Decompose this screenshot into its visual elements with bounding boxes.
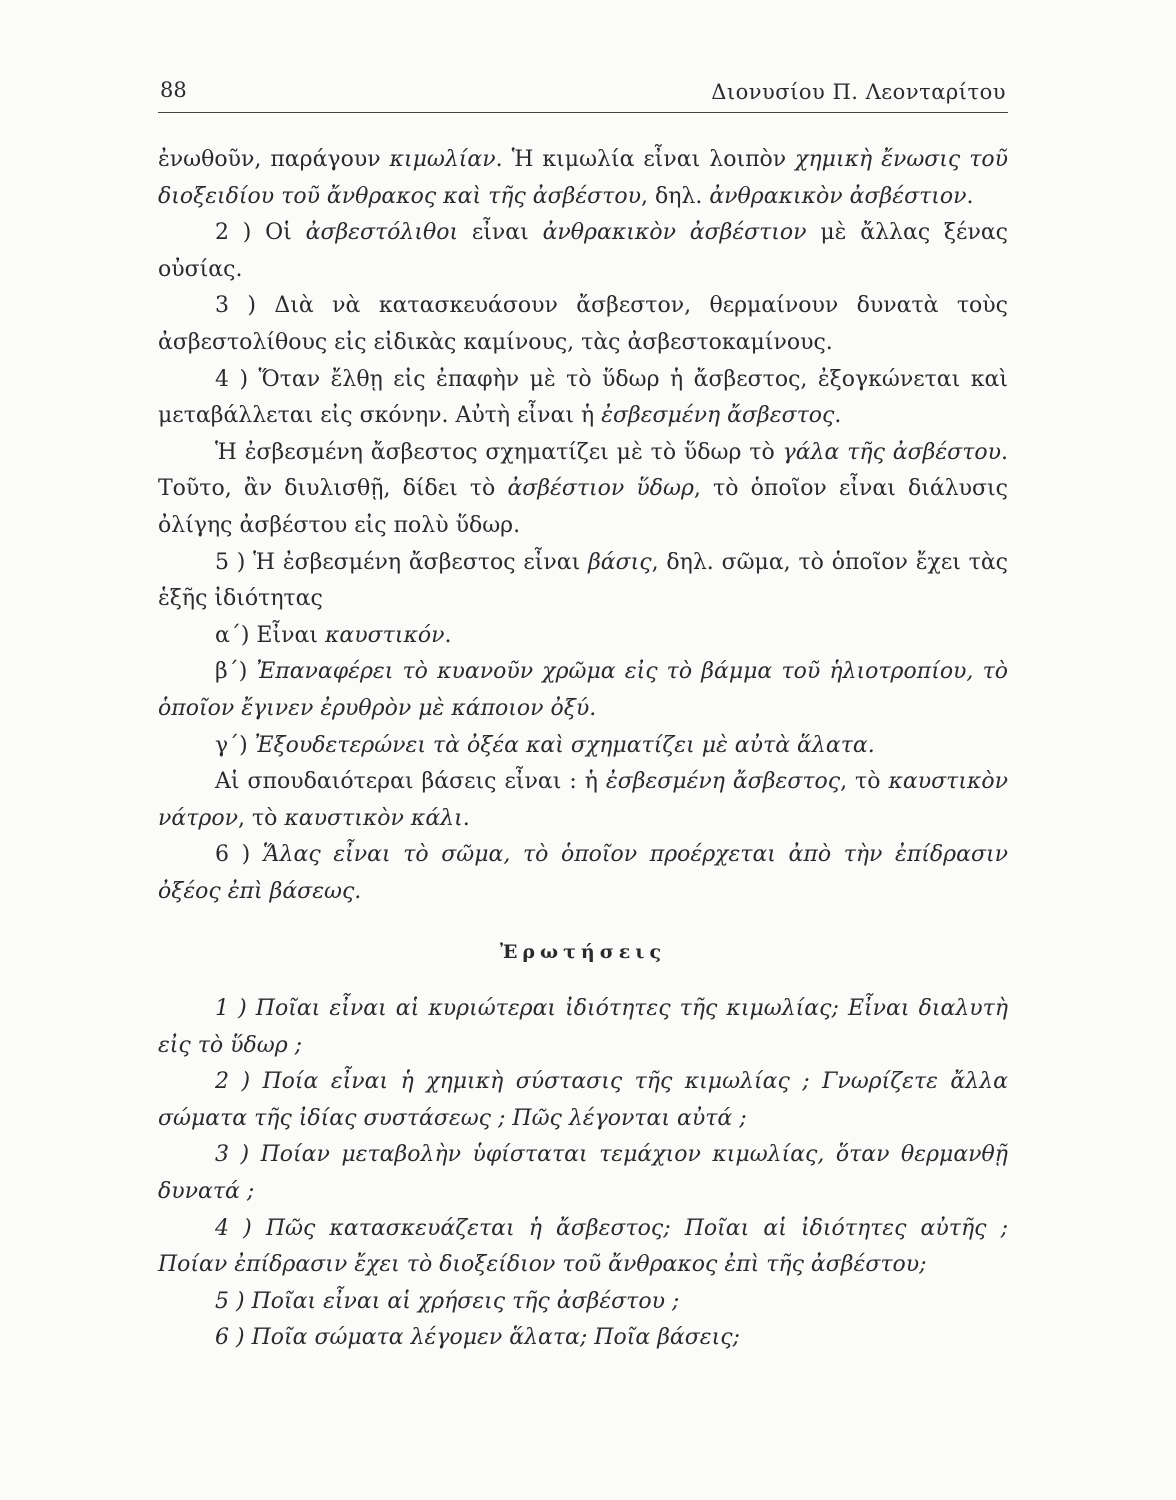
paragraph-9 xyxy=(158,728,1008,765)
text-run: . Τοῦτο, ἂν διυλισθῇ, δίδει τὸ xyxy=(158,439,1008,502)
paragraph-11 xyxy=(158,837,1008,910)
italic-run: ἀνθρακικὸν ἀσβέστιον xyxy=(542,220,807,246)
text-run: 4 ) Ὅταν ἔλθῃ εἰς ἐπαφὴν μὲ τὸ ὕδωρ ἡ ἄσβεστος, ἐξογκώνεται καὶ μεταβάλλεται εἰς σκόνην. Αὐτὴ εἶναι ἡ xyxy=(158,366,1008,429)
text-run: , δηλ. σῶμα, τὸ ὁποῖον ἔχει τὰς ἑξῆς ἰδιότητας xyxy=(158,549,1008,612)
page-body xyxy=(158,142,1008,1357)
text-run: , τὸ ὁποῖον εἶναι διάλυσις ὀλίγης ἀσβέστου εἰς πολὺ ὕδωρ. xyxy=(158,476,1008,538)
italic-run: Ἅλας εἶναι τὸ σῶμα, τὸ ὁποῖον προέρχεται ἀπὸ τὴν ἐπίδρασιν ὀξέος ἐπὶ βάσεως. xyxy=(158,842,1008,904)
questions-list xyxy=(158,991,1008,1357)
text-run: β΄) xyxy=(215,659,257,685)
text-run: , τὸ xyxy=(840,769,889,795)
italic-run: γάλα τῆς ἀσβέστου xyxy=(782,439,1001,465)
paragraph-10 xyxy=(158,764,1008,837)
italic-run: Ἐξουδετερώνει τὰ ὀξέα καὶ σχηματίζει μὲ αὐτὰ ἅλατα. xyxy=(254,732,875,758)
text-run: ἐνωθοῦν, παράγουν xyxy=(158,147,390,172)
text-run: 2 ) Οἱ xyxy=(215,220,306,246)
questions-heading: Ἐρωτήσεις xyxy=(499,941,667,964)
page-header xyxy=(158,74,1008,113)
text-run: 3 ) Διὰ νὰ κατασκευάσουν ἄσβεστον, θερμαίνουν δυνατὰ τοὺς ἀσβεστολίθους εἰς εἰδικὰς καμίνους, τὰς ἀσβεστοκαμίνους. xyxy=(158,293,1008,355)
text-run: 5 ) Ἡ ἐσβεσμένη ἄσβεστος εἶναι xyxy=(215,549,589,575)
text-run: γ΄) xyxy=(215,732,255,758)
paragraph-5 xyxy=(158,435,1008,545)
italic-run: Ἐπαναφέρει τὸ κυανοῦν χρῶμα εἰς τὸ βάμμα τοῦ ἡλιοτροπίου, τὸ ὁποῖον ἔγινεν ἐρυθρὸν μὲ κάποιον ὀξύ. xyxy=(158,659,1009,721)
italic-run: ἀνθρακικὸν ἀσβέστιον xyxy=(709,183,967,209)
text-run: μὲ ἄλλας ξένας οὐσίας. xyxy=(158,220,1008,282)
question-item: 1 ) Ποῖαι εἶναι αἱ κυριώτεραι ἰδιότητες τῆς κιμωλίας; Εἶναι διαλυτὴ εἰς τὸ ὕδωρ ; xyxy=(158,996,1008,1058)
italic-run: καυστικόν xyxy=(324,622,445,648)
text-run: α΄) Εἶναι xyxy=(215,622,325,648)
italic-run: κιμωλίαν xyxy=(389,147,496,172)
text-run: . xyxy=(444,622,452,648)
question-item: 4 ) Πῶς κατασκευάζεται ἡ ἄσβεστος; Ποῖαι αἱ ἰδιότητες αὐτῆς ; Ποίαν ἐπίδρασιν ἔχει τὸ διοξείδιον τοῦ ἄνθρακος ἐπὶ τῆς ἀσβέστου; xyxy=(158,1215,1008,1278)
paragraph-3 xyxy=(158,288,1008,361)
italic-run: καυστικὸν νάτρον xyxy=(158,769,1008,831)
running-head: Διονυσίου Π. Λεονταρίτου xyxy=(711,80,1006,104)
question-item: 5 ) Ποῖαι εἶναι αἱ χρήσεις τῆς ἀσβέστου ; xyxy=(215,1288,680,1314)
italic-run: βάσις xyxy=(588,549,652,575)
paragraph-4 xyxy=(158,362,1008,435)
italic-run: ἀσβέστιον ὕδωρ xyxy=(507,476,694,502)
text-run: , τὸ xyxy=(237,805,285,831)
italic-run: ἐσβεσμένη ἄσβεστος xyxy=(601,403,835,429)
text-run: . xyxy=(966,183,974,209)
italic-run: ἐσβεσμένη ἄσβεστος xyxy=(605,769,841,795)
paragraph-8 xyxy=(158,654,1008,727)
page-number: 88 xyxy=(160,78,187,102)
paragraph-2 xyxy=(158,215,1008,288)
text-run: . Ἡ κιμωλία εἶναι λοιπὸν xyxy=(495,147,796,172)
text-run: εἶναι xyxy=(458,220,543,246)
italic-run: ἀσβεστόλιθοι xyxy=(305,220,459,246)
paragraph-6 xyxy=(158,545,1008,618)
paragraph-7 xyxy=(158,618,1008,655)
text-run: . xyxy=(462,805,470,831)
text-run: Ἡ ἐσβεσμένη ἄσβεστος σχηματίζει μὲ τὸ ὕδωρ τὸ xyxy=(215,439,783,465)
italic-run: χημικὴ ἔνωσις τοῦ διοξειδίου τοῦ ἄνθρακος καὶ τῆς ἀσβέστου xyxy=(158,147,1008,209)
question-item: 3 ) Ποίαν μεταβολὴν ὑφίσταται τεμάχιον κιμωλίας, ὅταν θερμανθῇ δυνατά ; xyxy=(158,1142,1008,1205)
text-run: . xyxy=(834,403,842,429)
question-item: 6 ) Ποῖα σώματα λέγομεν ἅλατα; Ποῖα βάσεις; xyxy=(215,1325,740,1351)
question-item: 2 ) Ποία εἶναι ἡ χημικὴ σύστασις τῆς κιμωλίας ; Γνωρίζετε ἄλλα σώματα τῆς ἰδίας συστάσεως ; Πῶς λέγονται αὐτά ; xyxy=(158,1069,1008,1131)
text-run: , δηλ. xyxy=(640,183,710,209)
text-run: Αἱ σπουδαιότεραι βάσεις εἶναι : ἡ xyxy=(215,769,606,795)
text-run: 6 ) xyxy=(215,842,263,868)
italic-run: καυστικὸν κάλι xyxy=(284,805,463,831)
paragraph-1 xyxy=(158,142,1008,215)
